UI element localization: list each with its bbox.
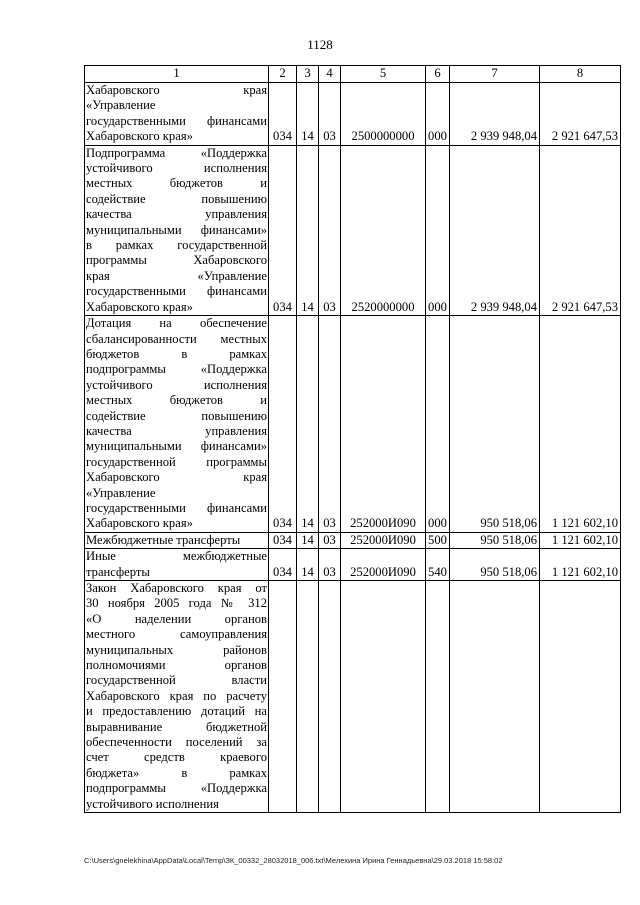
target-article-cell: 2500000000 — [341, 83, 426, 146]
description-line: государственной власти — [86, 673, 267, 688]
description-line: устойчивого исполнения — [86, 377, 267, 392]
amount-year2-cell — [540, 581, 621, 813]
target-article-cell: 252000И090 — [341, 316, 426, 533]
ministry-code-cell: 034 — [269, 316, 297, 533]
description-line: местного самоуправления — [86, 627, 267, 642]
amount-year2-cell: 1 121 602,10 — [540, 549, 621, 581]
column-header-3: 3 — [297, 66, 319, 83]
section-code-cell: 14 — [297, 532, 319, 548]
table-row — [85, 83, 621, 146]
description-line: Межбюджетные трансферты — [86, 532, 241, 547]
subsection-code-cell: 03 — [319, 145, 341, 315]
description-line: «Управление — [86, 485, 156, 500]
target-article-cell: 252000И090 — [341, 532, 426, 548]
description-line: государственными финансами — [86, 500, 267, 515]
expense-type-cell: 540 — [426, 549, 450, 581]
expense-type-cell: 000 — [426, 83, 450, 146]
amount-year2-cell: 1 121 602,10 — [540, 316, 621, 533]
description-line: обеспеченности поселений за — [86, 735, 267, 750]
subsection-code-cell — [319, 581, 341, 813]
row-description — [85, 581, 269, 813]
ministry-code-cell: 034 — [269, 549, 297, 581]
description-line: Хабаровского края» — [86, 129, 193, 144]
description-line: Хабаровского края» — [86, 299, 193, 314]
description-line: муниципальными финансами» — [86, 222, 267, 237]
description-line: Закон Хабаровского края от — [86, 581, 267, 595]
description-line: и предоставлению дотаций на — [86, 704, 267, 719]
ministry-code-cell: 034 — [269, 83, 297, 146]
description-line: сбалансированности местных — [86, 331, 267, 346]
ministry-code-cell — [269, 581, 297, 813]
description-line: выравнивание бюджетной — [86, 719, 267, 734]
ministry-code-cell: 034 — [269, 145, 297, 315]
description-line: «О наделении органов — [86, 611, 267, 626]
description-line: качества управления — [86, 207, 267, 222]
amount-year1-cell: 2 939 948,04 — [450, 83, 540, 146]
description-line: местных бюджетов и — [86, 393, 267, 408]
amount-year2-cell: 2 921 647,53 — [540, 145, 621, 315]
table-row — [85, 549, 621, 581]
subsection-code-cell: 03 — [319, 549, 341, 581]
table-row — [85, 316, 621, 533]
ministry-code-cell: 034 — [269, 532, 297, 548]
description-line: содействие повышению — [86, 408, 267, 423]
target-article-cell: 2520000000 — [341, 145, 426, 315]
row-description — [85, 316, 269, 533]
page-number: 1128 — [307, 37, 333, 52]
description-line: государственными финансами — [86, 113, 267, 128]
file-path-footer: C:\Users\gnelekhina\AppData\Local\Temp\ЗК_00332_28032018_006.txt\Мелехина Ирина Геннадьевна\29.03.2018 15:58:02 — [84, 856, 503, 865]
table-row — [85, 145, 621, 315]
description-line: бюджета» в рамках — [86, 765, 267, 780]
description-line: Дотация на обеспечение — [86, 316, 267, 331]
table-row — [85, 581, 621, 813]
description-line: государственными финансами — [86, 284, 267, 299]
amount-year1-cell: 950 518,06 — [450, 316, 540, 533]
description-line: Хабаровского края — [86, 83, 267, 97]
description-line: бюджетов в рамках — [86, 346, 267, 361]
amount-year1-cell: 2 939 948,04 — [450, 145, 540, 315]
description-line: трансферты — [86, 564, 150, 579]
description-line: в рамках государственной — [86, 238, 267, 253]
column-header-5: 5 — [341, 66, 426, 83]
section-code-cell: 14 — [297, 145, 319, 315]
row-description — [85, 83, 269, 146]
column-header-7: 7 — [450, 66, 540, 83]
description-line: муниципальных районов — [86, 642, 267, 657]
description-line: программы Хабаровского — [86, 253, 267, 268]
expense-type-cell: 500 — [426, 532, 450, 548]
description-line: Подпрограмма «Поддержка — [86, 145, 267, 160]
description-line: подпрограммы «Поддержка — [86, 781, 267, 796]
target-article-cell: 252000И090 — [341, 549, 426, 581]
description-line: полномочиями органов — [86, 658, 267, 673]
expense-type-cell — [426, 581, 450, 813]
row-description — [85, 532, 269, 548]
description-line: местных бюджетов и — [86, 176, 267, 191]
description-line: качества управления — [86, 423, 267, 438]
section-code-cell — [297, 581, 319, 813]
description-line: Хабаровского края — [86, 470, 267, 485]
description-line: 30 ноября 2005 года № 312 — [86, 596, 267, 611]
description-line: муниципальными финансами» — [86, 439, 267, 454]
column-header-4: 4 — [319, 66, 341, 83]
column-header-2: 2 — [269, 66, 297, 83]
section-code-cell: 14 — [297, 83, 319, 146]
description-line: края «Управление — [86, 268, 267, 283]
description-line: счет средств краевого — [86, 750, 267, 765]
amount-year1-cell: 950 518,06 — [450, 532, 540, 548]
expense-type-cell: 000 — [426, 316, 450, 533]
amount-year2-cell: 1 121 602,10 — [540, 532, 621, 548]
target-article-cell — [341, 581, 426, 813]
subsection-code-cell: 03 — [319, 316, 341, 533]
column-header-8: 8 — [540, 66, 621, 83]
description-line: содействие повышению — [86, 191, 267, 206]
row-description — [85, 145, 269, 315]
amount-year1-cell — [450, 581, 540, 813]
description-line: устойчивого исполнения — [86, 161, 267, 176]
section-code-cell: 14 — [297, 549, 319, 581]
description-line: Хабаровского края» — [86, 516, 193, 531]
table-header-row — [85, 66, 621, 83]
description-line: государственной программы — [86, 454, 267, 469]
description-line: Хабаровского края по расчету — [86, 688, 267, 703]
description-line: «Управление — [86, 98, 156, 113]
budget-table — [84, 65, 621, 813]
column-header-6: 6 — [426, 66, 450, 83]
description-line: устойчивого исполнения — [86, 796, 219, 811]
section-code-cell: 14 — [297, 316, 319, 533]
row-description — [85, 549, 269, 581]
amount-year1-cell: 950 518,06 — [450, 549, 540, 581]
amount-year2-cell: 2 921 647,53 — [540, 83, 621, 146]
subsection-code-cell: 03 — [319, 532, 341, 548]
expense-type-cell: 000 — [426, 145, 450, 315]
description-line: подпрограммы «Поддержка — [86, 362, 267, 377]
subsection-code-cell: 03 — [319, 83, 341, 146]
column-header-1: 1 — [85, 66, 269, 83]
description-line: Иные межбюджетные — [86, 549, 267, 564]
table-row — [85, 532, 621, 548]
